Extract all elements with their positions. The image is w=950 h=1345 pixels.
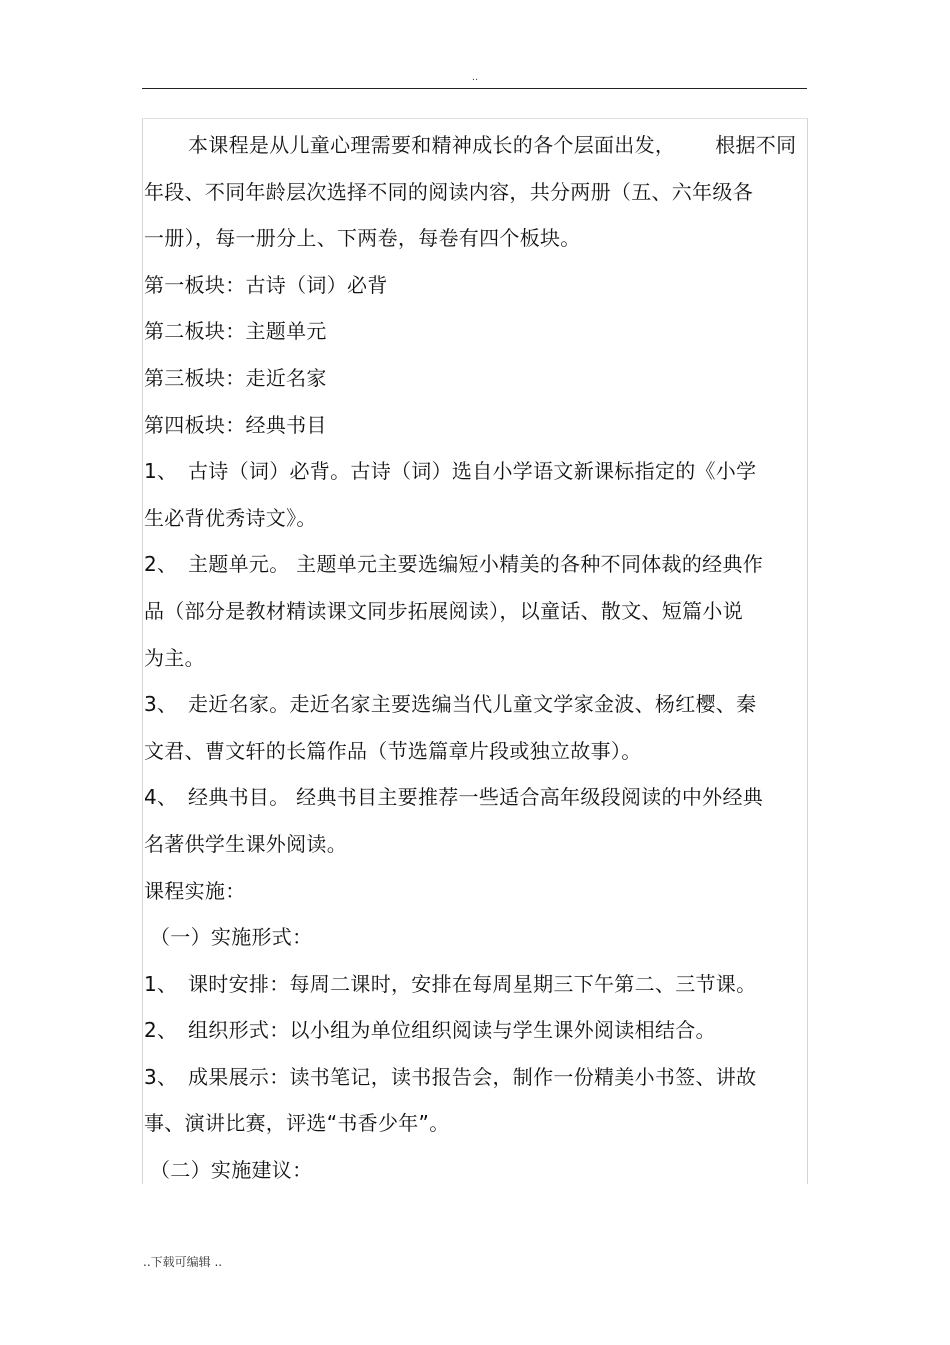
footer-text: ..下载可编辑 .. xyxy=(143,1255,223,1269)
header-mark: .. xyxy=(471,72,479,83)
intro-line-2: 年段、不同年龄层次选择不同的阅读内容，共分两册（五、六年级各 xyxy=(144,179,753,204)
intro-text-1a: 本课程是从儿童心理需要和精神成长的各个层面出发， xyxy=(188,133,676,157)
item-4-line-1 xyxy=(144,774,806,821)
form-3-line-1 xyxy=(144,1054,806,1101)
item-2-line-1 xyxy=(144,541,806,588)
header-rule xyxy=(142,88,807,89)
item-3-line-1 xyxy=(144,681,806,728)
intro-line-3: 一册），每一册分上、下两卷，每卷有四个板块。 xyxy=(144,226,581,251)
form-3-number: 3、 xyxy=(144,1064,178,1089)
item-2-line-3: 为主。 xyxy=(144,645,205,670)
item-2-number: 2、 xyxy=(144,552,178,577)
form-1-text: 课时安排：每周二课时，安排在每周星期三下午第二、三节课。 xyxy=(188,971,757,996)
impl-form-heading: （一）实施形式： xyxy=(150,925,313,950)
item-1-number: 1、 xyxy=(144,459,178,484)
form-2-text: 组织形式：以小组为单位组织阅读与学生课外阅读相结合。 xyxy=(188,1018,716,1043)
intro-line-1 xyxy=(144,122,806,169)
block-line-2: 第二板块：主题单元 xyxy=(144,319,327,344)
form-3-line-2: 事、演讲比赛，评选“书香少年”。 xyxy=(144,1111,450,1136)
form-1-line xyxy=(144,961,806,1008)
item-3-number: 3、 xyxy=(144,692,178,717)
form-2-number: 2、 xyxy=(144,1018,178,1043)
document-body xyxy=(144,122,806,1194)
item-3-text-a: 走近名家。走近名家主要选编当代儿童文学家金波、杨红樱、秦 xyxy=(188,692,757,717)
impl-advice-heading: （二）实施建议： xyxy=(150,1158,313,1183)
item-1-line-1 xyxy=(144,448,806,495)
item-2-line-2: 品（部分是教材精读课文同步拓展阅读），以童话、散文、短篇小说 xyxy=(144,598,743,623)
item-3-line-2: 文君、曹文轩的长篇作品（节选篇章片段或独立故事）。 xyxy=(144,738,642,763)
intro-text-1b: 根据不同 xyxy=(715,133,797,157)
impl-title: 课程实施： xyxy=(144,878,246,903)
form-1-number: 1、 xyxy=(144,971,178,996)
item-1-line-2: 生必背优秀诗文》。 xyxy=(144,505,317,530)
item-4-number: 4、 xyxy=(144,785,178,810)
item-2-text-a: 主题单元。 主题单元主要选编短小精美的各种不同体裁的经典作 xyxy=(188,552,764,577)
form-3-text-a: 成果展示：读书笔记，读书报告会，制作一份精美小书签、讲故 xyxy=(188,1064,757,1089)
block-line-4: 第四板块：经典书目 xyxy=(144,412,327,437)
item-1-text-a: 古诗（词）必背。古诗（词）选自小学语文新课标指定的《小学 xyxy=(188,459,757,484)
item-4-text-a: 经典书目。 经典书目主要推荐一些适合高年级段阅读的中外经典 xyxy=(188,785,764,810)
block-line-3: 第三板块：走近名家 xyxy=(144,365,327,390)
block-line-1: 第一板块：古诗（词）必背 xyxy=(144,272,388,297)
form-2-line xyxy=(144,1007,806,1054)
item-4-line-2: 名著供学生课外阅读。 xyxy=(144,831,347,856)
